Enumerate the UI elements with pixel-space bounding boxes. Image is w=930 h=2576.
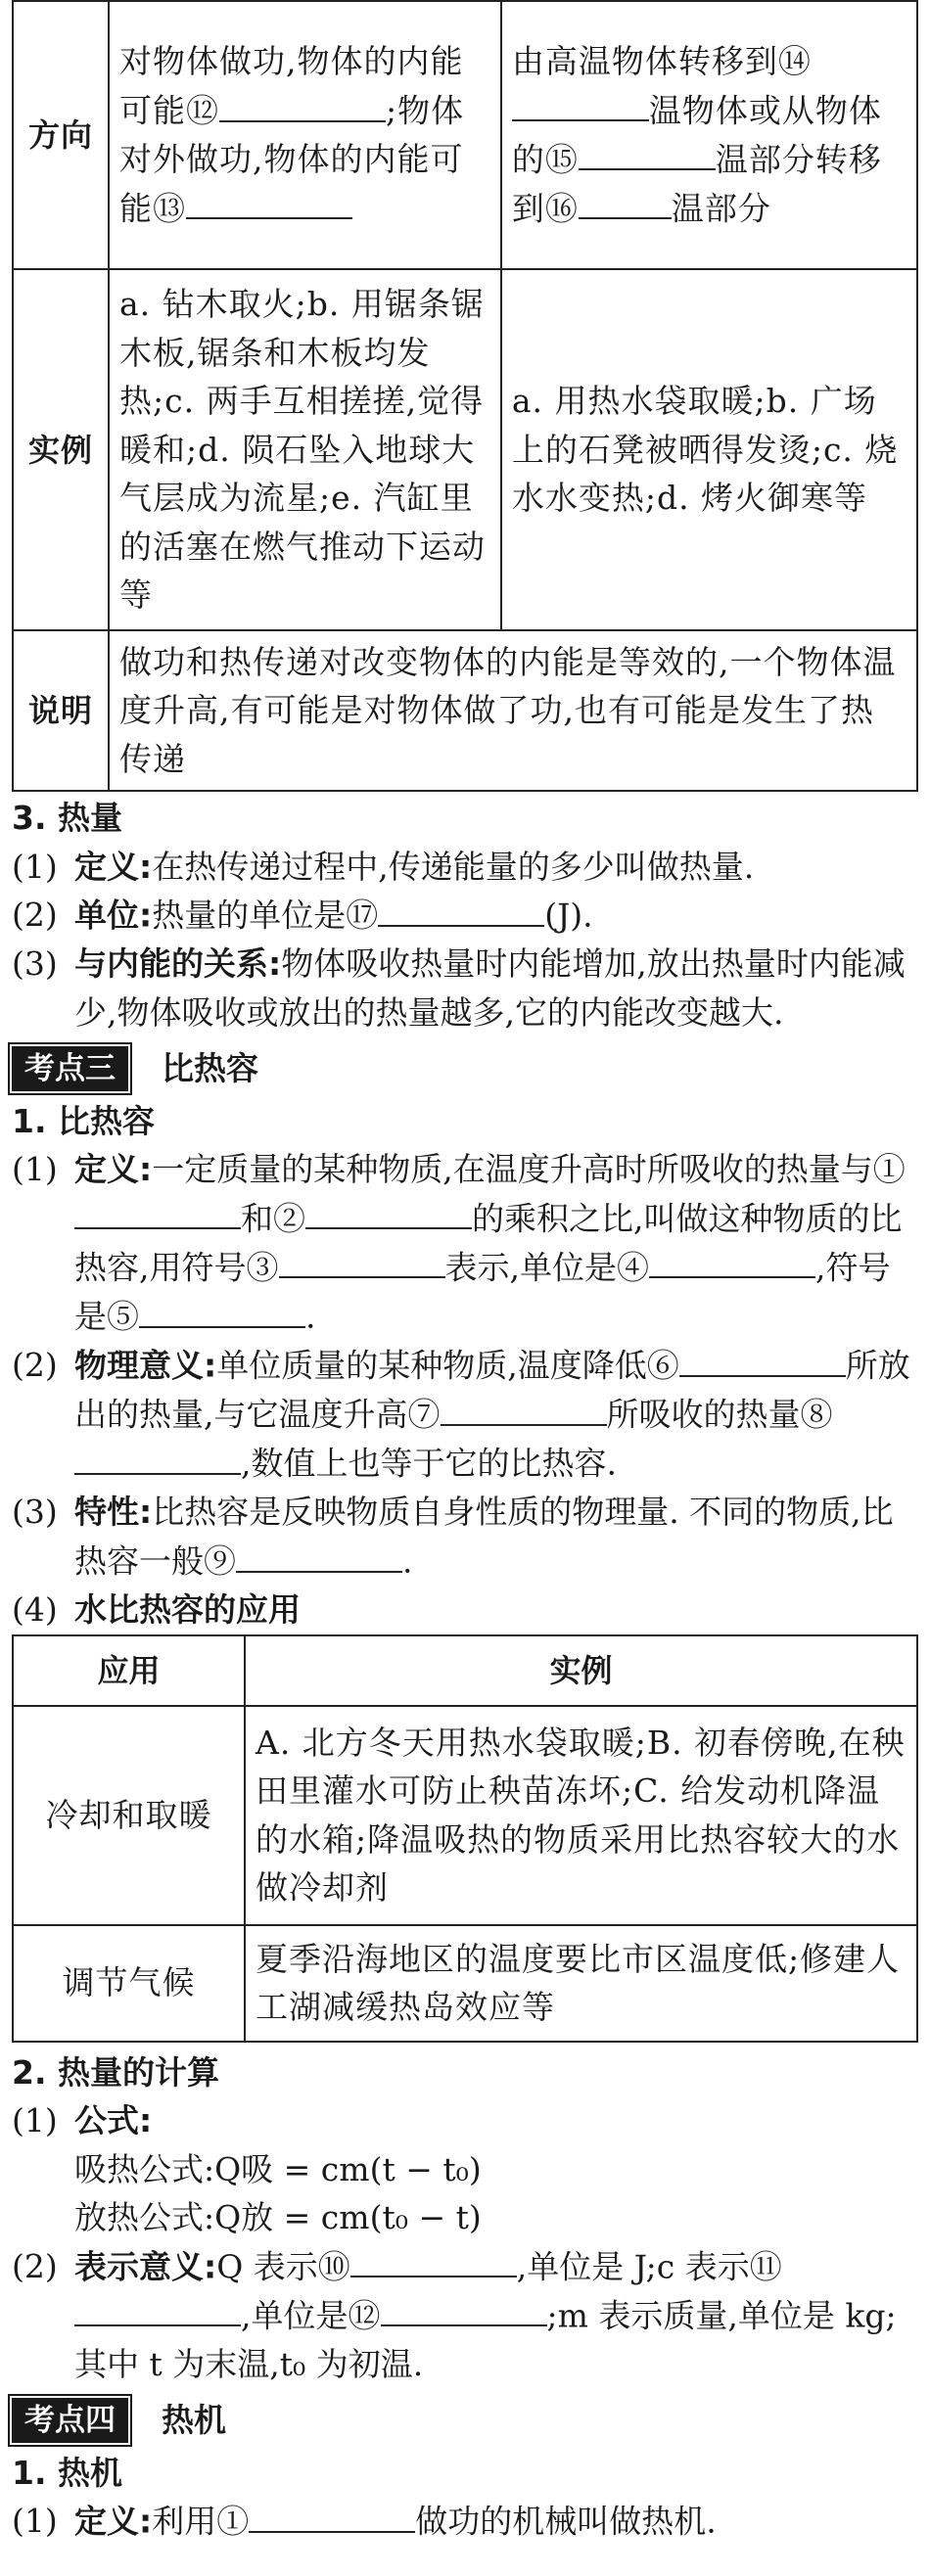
list-item: (2) 表示意义:Q 表示⑩ ,单位是 J;c 表示⑪,单位是⑫ ;m 表示质量,单位是 kg;其中 t 为末温,t₀ 为初温. [12, 2242, 918, 2389]
list-item: (2) 物理意义:单位质量的某种物质,温度降低⑥ 所放出的热量,与它温度升高⑦ 所吸收的热量⑧,数值上也等于它的比热容. [12, 1341, 918, 1488]
example-work-cell: a. 钻木取火;b. 用锯条锯木板,锯条和木板均发热;c. 两手互相搓搓,觉得暖和;d. 陨石坠入地球大气层成为流星;e. 汽缸里的活塞在燃气推动下运动等 [109, 269, 501, 630]
row-head-note: 说明 [13, 630, 109, 791]
list-item: (3) 特性:比热容是反映物质自身性质的物理量. 不同的物质,比热容一般⑨ . [12, 1493, 894, 1581]
list-item: (1) 定义:在热传递过程中,传递能量的多少叫做热量. [12, 847, 755, 886]
blank-5[interactable] [139, 1292, 305, 1328]
column-header-application: 应用 [13, 1635, 245, 1706]
blank-13[interactable] [186, 184, 352, 220]
direction-work-cell: 对物体做功,物体的内能可能⑫ ;物体对外做功,物体的内能可能⑬ [109, 1, 501, 269]
blank-4[interactable] [649, 1243, 815, 1279]
blank-12[interactable] [219, 86, 386, 122]
section-heat-title: 3. 热量 [12, 799, 122, 837]
section-heat-engine-title: 1. 热机 [12, 2453, 122, 2492]
application-cell: 冷却和取暖 [13, 1706, 245, 1925]
examples-cell: 夏季沿海地区的温度要比市区温度低;修建人工湖减缓热岛效应等 [245, 1925, 917, 2042]
internal-energy-table [12, 0, 918, 792]
kaodian-four-header [12, 2396, 918, 2445]
kaodian-title: 比热容 [162, 1049, 258, 1088]
release-formula: Q放 = cm(t₀ − t) [214, 2198, 482, 2237]
kaodian-badge: 考点三 [12, 1046, 128, 1091]
row-head-example: 实例 [13, 269, 109, 630]
blank-8[interactable] [74, 1439, 241, 1475]
list-item: (3) 与内能的关系:物体吸收热量时内能增加,放出热量时内能减少,物体吸收或放出的热量越多,它的内能改变越大. [12, 944, 906, 1032]
list-item: (1) 定义:利用① 做功的机械叫做热机. [12, 2497, 918, 2546]
blank-3[interactable] [279, 1243, 445, 1279]
blank-14[interactable] [512, 86, 649, 122]
table-header-row [13, 1635, 917, 1706]
list-item: (1) 定义:一定质量的某种物质,在温度升高时所吸收的热量与①和② 的乘积之比,叫做这种物质的比热容,用符号③ 表示,单位是④ ,符号是⑤ . [12, 1150, 906, 1336]
section-specific-heat-title: 1. 比热容 [12, 1101, 155, 1140]
kaodian-title: 热机 [162, 2401, 226, 2440]
kaodian-three-header [12, 1044, 918, 1093]
list-item: (1) 公式: [12, 2101, 153, 2140]
table-row [13, 1706, 917, 1925]
row-head-direction: 方向 [13, 1, 109, 269]
blank-9[interactable] [236, 1537, 402, 1573]
table-row [13, 269, 917, 630]
table-row [13, 630, 917, 791]
absorb-formula: Q吸 = cm(t − t₀) [214, 2149, 482, 2188]
kaodian-badge: 考点四 [12, 2398, 128, 2443]
column-header-examples: 实例 [245, 1635, 917, 1706]
application-cell: 调节气候 [13, 1925, 245, 2042]
absorb-formula-line: 吸热公式:Q吸 = cm(t − t₀) [74, 2149, 482, 2188]
blank-2[interactable] [305, 1194, 472, 1230]
list-item: (2) 单位:热量的单位是⑰ (J). [12, 891, 918, 940]
blank-7[interactable] [441, 1390, 607, 1426]
blank-16[interactable] [579, 184, 672, 220]
blank-engine-1[interactable] [249, 2497, 415, 2533]
blank-1[interactable] [74, 1194, 241, 1230]
list-item: (4) 水比热容的应用 [12, 1590, 301, 1630]
blank-6[interactable] [679, 1341, 846, 1377]
blank-10[interactable] [350, 2242, 517, 2278]
water-specific-heat-table [12, 1634, 918, 2043]
blank-17[interactable] [378, 891, 544, 927]
blank-12b[interactable] [381, 2291, 547, 2327]
examples-cell: A. 北方冬天用热水袋取暖;B. 初春傍晚,在秧田里灌水可防止秧苗冻坏;C. 给发动机降温的水箱;降温吸热的物质采用比热容较大的水做冷却剂 [245, 1706, 917, 1925]
blank-11[interactable] [74, 2291, 241, 2327]
table-row [13, 1, 917, 269]
blank-15[interactable] [579, 135, 716, 171]
note-cell: 做功和热传递对改变物体的内能是等效的,一个物体温度升高,有可能是对物体做了功,也有可能是发生了热传递 [109, 630, 917, 791]
direction-heat-cell: 由高温物体转移到⑭温物体或从物体的⑮ 温部分转移到⑯ 温部分 [501, 1, 917, 269]
table-row [13, 1925, 917, 2042]
release-formula-line: 放热公式:Q放 = cm(t₀ − t) [74, 2198, 482, 2237]
section-heat-calc-title: 2. 热量的计算 [12, 2052, 219, 2092]
example-heat-cell: a. 用热水袋取暖;b. 广场上的石凳被晒得发烫;c. 烧水水变热;d. 烤火御寒等 [501, 269, 917, 630]
